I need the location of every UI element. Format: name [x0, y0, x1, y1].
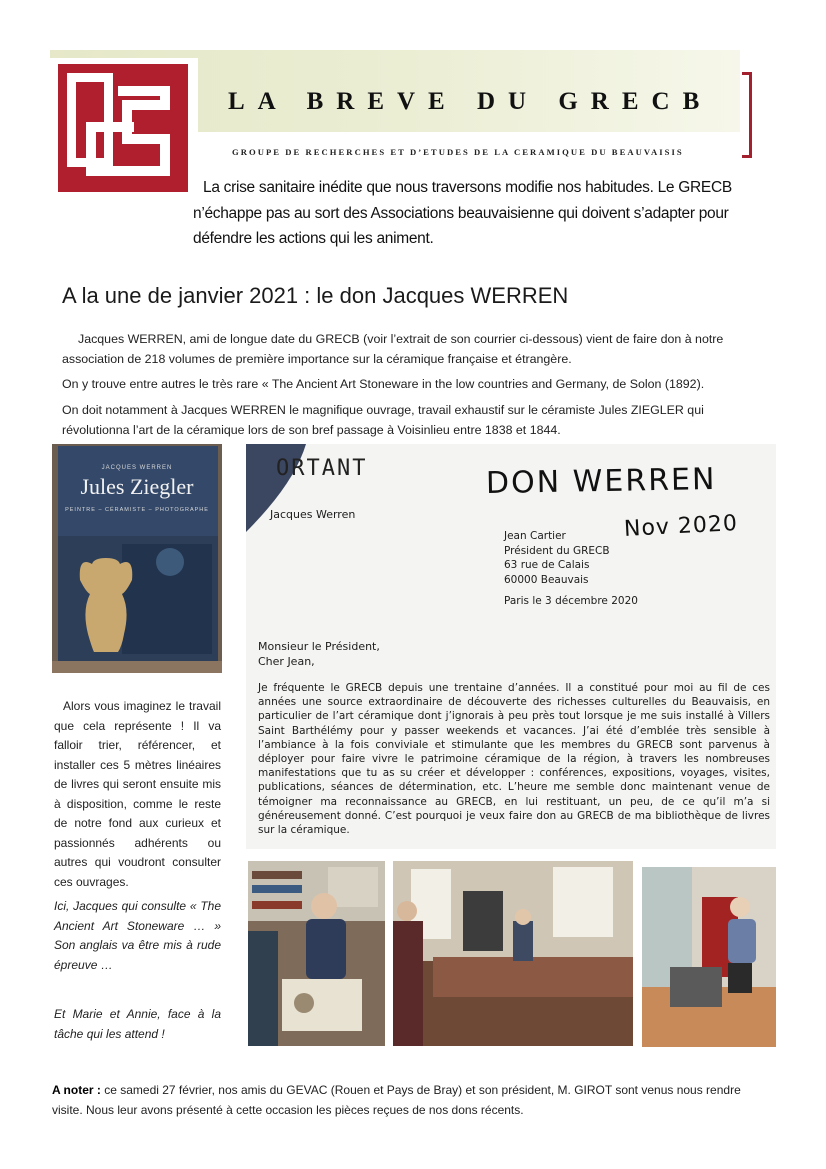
- footer-note: [52, 1080, 774, 1120]
- intro-text: La crise sanitaire inédite que nous traversons modifie nos habitudes. Le GRECB n’échappe pas au sort des Associations beauvaisienne qui doivent s’adapter pour défendre les actions qui les animent.: [193, 179, 732, 247]
- library-photo: [393, 861, 633, 1046]
- letter-address: Jean Cartier Président du GRECB 63 rue de Calais 60000 Beauvais: [504, 530, 610, 586]
- letter-body: Je fréquente le GRECB depuis une trentaine d’années. Il a constitué pour moi au fil de ces années une source extraordinaire de découverte des richesses culturelles du Beauvaisis, en particulier de l’art céramique dont j’ignorais à peu près tout lorsque je me suis installé à Villers Saint Barthélémy pour y passer weekends et vacances. J’ai été d’emblée très sensible à l’ambiance à la fois conviviale et stimulante que les membres du GRECB sont parvenus à déployer pour faire vivre le patrimoine céramique de la région, à travers les nombreuses manifestations que tu as su créer et développer : conférences, expositions, voyages, visites, publications, séances de détermination, etc. L’heure me semble donc maintenant venue de témoigner ma reconnaissance au GRECB, en lui restituant, un peu, de ce qu’il m’a si généreusement donné. C’est pourquoi je veux faire don au GRECB de ma bibliothèque de livres sur la céramique.: [258, 682, 770, 837]
- letter-handwritten-date: Nov 2020: [623, 511, 739, 542]
- photo-caption: Ici, Jacques qui consulte « The Ancient Art Stoneware … » Son anglais va être mis à rude épreuve …: [54, 899, 221, 972]
- letter-from: Jacques Werren: [270, 508, 356, 521]
- note-text: ce samedi 27 février, nos amis du GEVAC (Rouen et Pays de Bray) et son président, M. GIROT sont venus nous rendre visite. Nous leur avons présenté à cette occasion les pièces reçues de nos dons récents.: [52, 1083, 741, 1117]
- sidebar-text: Alors vous imaginez le travail que cela représente ! Il va falloir trier, référencer, et installer ces 5 mètres linéaires de livres qui seront ensuite mis à disposition, comme le reste de notre fond aux curieux et passionnés adhérents ou autres qui voudront consulter ces ouvrages.: [54, 699, 221, 889]
- masthead-title: LA BREVE DU GRECB: [228, 88, 713, 115]
- masthead-subtitle: GROUPE DE RECHERCHES ET D’ETUDES DE LA CERAMIQUE DU BEAUVAISIS: [232, 147, 684, 157]
- header-bracket: [742, 72, 752, 158]
- grecb-logo: [58, 64, 188, 192]
- note-label: A noter :: [52, 1083, 101, 1097]
- library-photo: [642, 867, 776, 1047]
- article-paragraph: Jacques WERREN, ami de longue date du GRECB (voir l’extrait de son courrier ci-dessous) vient de faire don à notre association de 218 volumes de première importance sur la céramique française et étrangère.: [62, 332, 724, 366]
- letter-date: Paris le 3 décembre 2020: [504, 595, 638, 607]
- letter-salutation: Monsieur le Président, Cher Jean,: [258, 640, 380, 668]
- photo-caption: Et Marie et Annie, face à la tâche qui les attend !: [54, 1007, 221, 1041]
- letter-stamp: ORTANT: [276, 456, 368, 481]
- article-paragraph: On doit notamment à Jacques WERREN le magnifique ouvrage, travail exhaustif sur le céramiste Jules ZIEGLER qui révolutionna l’art de la céramique lors de son bref passage à Voisinlieu entre 1838 et 1844.: [62, 403, 704, 437]
- book-title: Jules Ziegler: [80, 474, 194, 499]
- letter-handwritten-title: DON WERREN: [485, 461, 717, 502]
- book-subtitle: PEINTRE – CÉRAMISTE – PHOTOGRAPHE: [65, 507, 209, 513]
- library-photo: [248, 861, 385, 1046]
- article-headline: A la une de janvier 2021 : le don Jacques WERREN: [62, 283, 569, 308]
- book-author: JACQUES WERREN: [101, 465, 173, 471]
- letter-scan: [246, 444, 776, 849]
- article-paragraph: On y trouve entre autres le très rare « The Ancient Art Stoneware in the low countries and Germany, de Solon (1892).: [62, 377, 705, 391]
- book-cover-photo: [52, 444, 222, 673]
